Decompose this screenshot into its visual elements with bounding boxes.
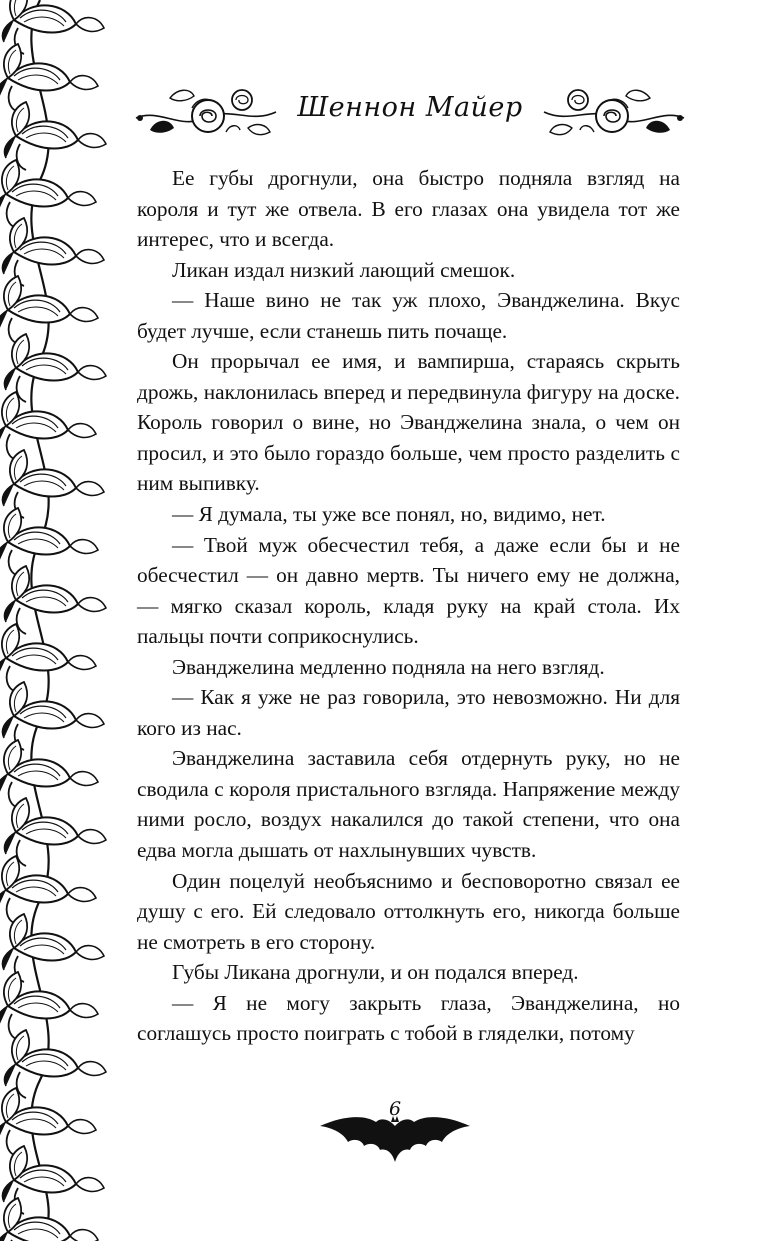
bat-wings-icon <box>318 1112 472 1166</box>
paragraph: — Я не могу закрыть глаза, Эванджелина, но соглашусь просто поиграть с тобой в гляделки, потому <box>137 990 680 1046</box>
paragraph: Губы Ликана дрогнули, и он подался вперед. <box>172 960 579 985</box>
paragraph: Эванджелина заставила себя отдернуть руку, но не сводила с короля пристального взгляда. Напряжение между ними росло, воздух накалился до такой степени, что она едва могла дышать от нахлынувших чувств. <box>137 746 680 863</box>
page-number: 6 <box>388 1098 402 1120</box>
paragraph: — Я думала, ты уже все понял, но, видимо, нет. <box>172 502 606 527</box>
paragraph: Ее губы дрогнули, она быстро подняла взгляд на короля и тут же отвела. В его глазах она увидела тот же интерес, что и всегда. <box>137 166 680 252</box>
paragraph: Один поцелуй необъяснимо и бесповоротно связал ее душу с его. Ей следовало оттолкнуть его, никогда больше не смотреть в его сторону. <box>137 868 680 954</box>
body-text <box>137 163 680 1049</box>
rose-ornament-right-icon <box>540 78 690 148</box>
paragraph: — Как я уже не раз говорила, это невозможно. Ни для кого из нас. <box>137 685 680 740</box>
paragraph: Ликан издал низкий лающий смешок. <box>172 257 516 282</box>
rose-ornament-left-icon <box>130 78 280 148</box>
floral-vine-border-icon <box>0 0 112 1241</box>
running-head-author: Шеннон Майер <box>297 92 523 123</box>
paragraph: Он прорычал ее имя, и вампирша, стараясь скрыть дрожь, наклонилась вперед и передвинула фигуру на доске. Король говорил о вине, но Эванджелина знала, о чем он просил, и это было гораздо больше, чем просто разделить с ним выпивку. <box>137 349 680 496</box>
paragraph: Эванджелина медленно подняла на него взгляд. <box>172 654 605 679</box>
paragraph: — Твой муж обесчестил тебя, а даже если бы и не обесчестил — он давно мертв. Ты ничего ему не должна, — мягко сказал король, кладя руку на край стола. Их пальцы почти соприкоснулись. <box>137 532 680 649</box>
page-footer <box>318 1098 472 1170</box>
page-header <box>130 78 690 148</box>
paragraph: — Наше вино не так уж плохо, Эванджелина. Вкус будет лучше, если станешь пить почаще. <box>137 288 680 343</box>
